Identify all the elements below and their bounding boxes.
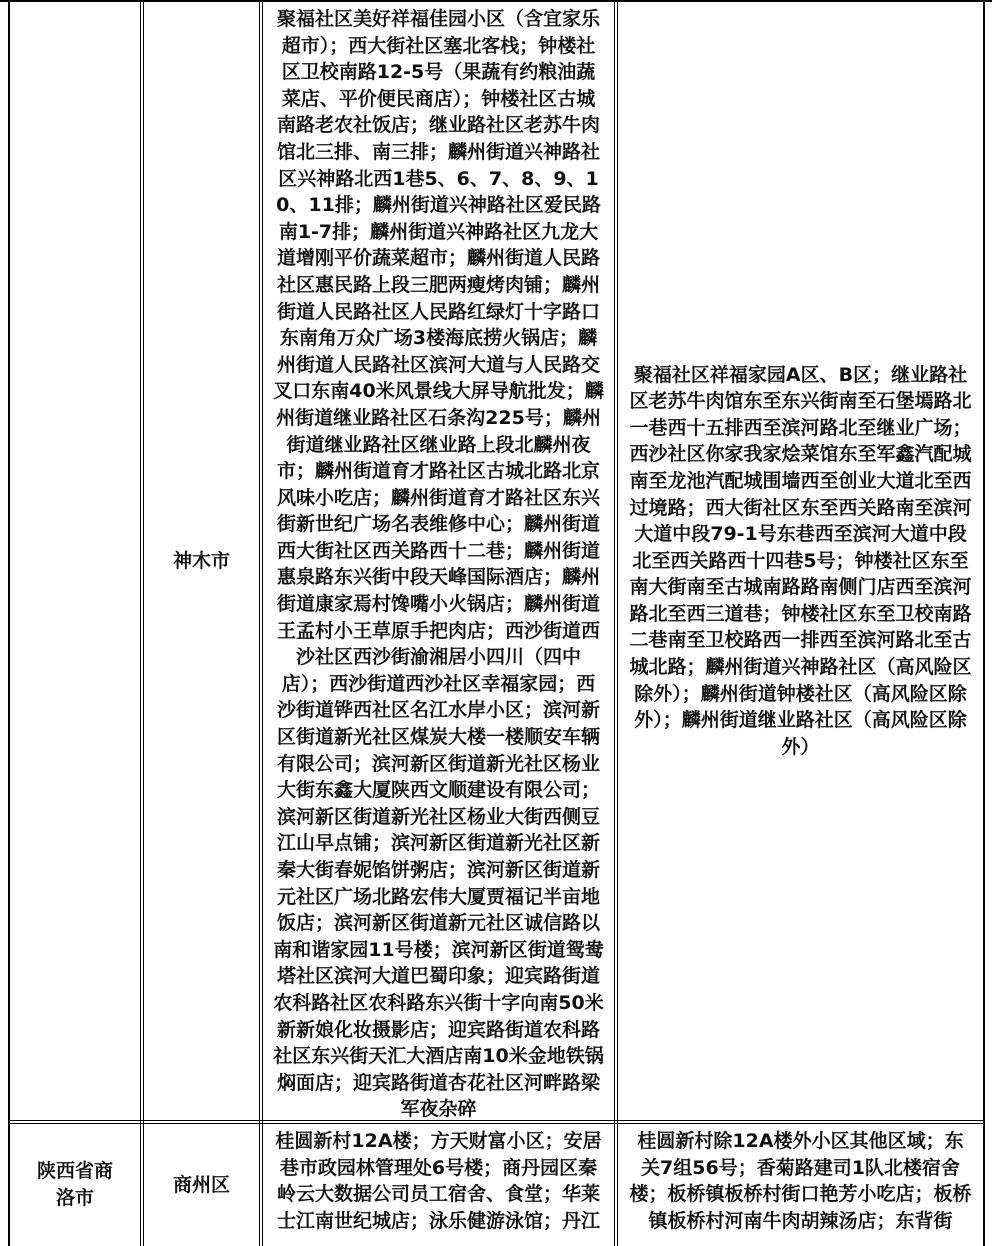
- medium-risk-area-list: 聚福社区祥福家园A区、B区；继业路社区老苏牛肉馆东至东兴街南至石堡墕路北一巷西十五排西至滨河路北至继业广场；西沙社区你家我家烩菜馆东至军鑫汽配城南至龙池汽配城围墙西至创业大道北至西过境路；西大街社区东至西关路南至滨河大道中段79-1号东巷西至滨河大道中段北至西关路西十四巷5号；钟楼社区东至南大街南至古城南路路南侧门店西至滨河路北至西三道巷；钟楼社区东至卫校南路二巷南至卫校路西一排西至滨河路北至古城北路；麟州街道兴神路社区（高风险区除外）；麟州街道钟楼社区（高风险区除外）；麟州街道继业路社区（高风险区除外）: [629, 363, 972, 758]
- row2-high-risk-cell: [263, 1124, 614, 1246]
- table-border-right: [983, 0, 985, 1246]
- row1-high-risk-cell: [263, 2, 614, 1120]
- row1-province-cell: [10, 2, 140, 1120]
- medium-risk-area-list: 桂圆新村除12A楼外小区其他区域；东关7组56号；香菊路建司1队北楼宿舍楼；板桥镇板桥村街口艳芳小吃店；板桥镇板桥村河南牛肉胡辣汤店；东背街: [629, 1130, 972, 1232]
- row1-city-cell: [144, 2, 259, 1120]
- high-risk-area-list: 聚福社区美好祥福佳园小区（含宜家乐超市）；西大街社区塞北客栈；钟楼社区卫校南路12-5号（果蔬有约粮油蔬菜店、平价便民商店）；钟楼社区古城南路老农社饭店；继业路社区老苏牛肉馆北三排、南三排；麟州街道兴神路社区兴神路北西1巷5、6、7、8、9、10、11排；麟州街道兴神路社区爱民路南1-7排；麟州街道兴神路社区九龙大道增刚平价蔬菜超市；麟州街道人民路社区惠民路上段三肥两瘦烤肉铺；麟州街道人民路社区人民路红绿灯十字路口东南角万众广场3楼海底捞火锅店；麟州街道人民路社区滨河大道与人民路交叉口东南40米风景线大屏导航批发；麟州街道继业路社区石条沟225号；麟州街道继业路社区继业路上段北麟州夜市；麟州街道育才路社区古城北路北京风味小吃店；麟州街道育才路社区东兴街新世纪广场名表维修中心；麟州街道西大街社区西关路西十二巷；麟州街道惠泉路东兴街中段天峰国际酒店；麟州街道康家焉村馋嘴小火锅店；麟州街道王孟村小王草原手把肉店；西沙街道西沙社区西沙街渝湘居小四川（四中店）；西沙街道西沙社区幸福家园；西沙街道铧西社区名江水岸小区；滨河新区街道新光社区煤炭大楼一楼顺安车辆有限公司；滨河新区街道新光社区杨业大街东鑫大厦陕西文顺建设有限公司；滨河新区街道新光社区杨业大街西侧豆江山早点铺；滨河新区街道新光社区新秦大街春妮馅饼粥店；滨河新区街道新元社区广场北路宏伟大厦贾福记半亩地饭店；滨河新区街道新元社区诚信路以南和谐家园11号楼；滨河新区街道鸳鸯塔社区滨河大道巴蜀印象；迎宾路街道农科路社区农科路东兴街十字向南50米新新娘化妆摄影店；迎宾路街道农科路社区东兴街天汇大酒店南10米金地铁锅焖面店；迎宾路街道杏花社区河畔路梁军夜杂碎: [273, 8, 604, 1121]
- city-name: 神木市: [172, 549, 230, 572]
- row1-medium-risk-cell: [618, 2, 983, 1120]
- column-divider-3: [614, 0, 615, 1246]
- row2-province-cell: [10, 1124, 140, 1246]
- row2-medium-risk-cell: [618, 1124, 983, 1246]
- row2-city-cell: [144, 1124, 259, 1246]
- province-name: 陕西省商洛市: [36, 1160, 113, 1209]
- city-name: 商州区: [172, 1173, 230, 1196]
- column-divider-1: [140, 0, 141, 1246]
- high-risk-area-list: 桂圆新村12A楼；方天财富小区；安居巷市政园林管理处6号楼；商丹园区秦岭云大数据公司员工宿舍、食堂；华莱士江南世纪城店；泳乐健游泳馆；丹江: [275, 1130, 602, 1232]
- column-divider-2: [259, 0, 260, 1246]
